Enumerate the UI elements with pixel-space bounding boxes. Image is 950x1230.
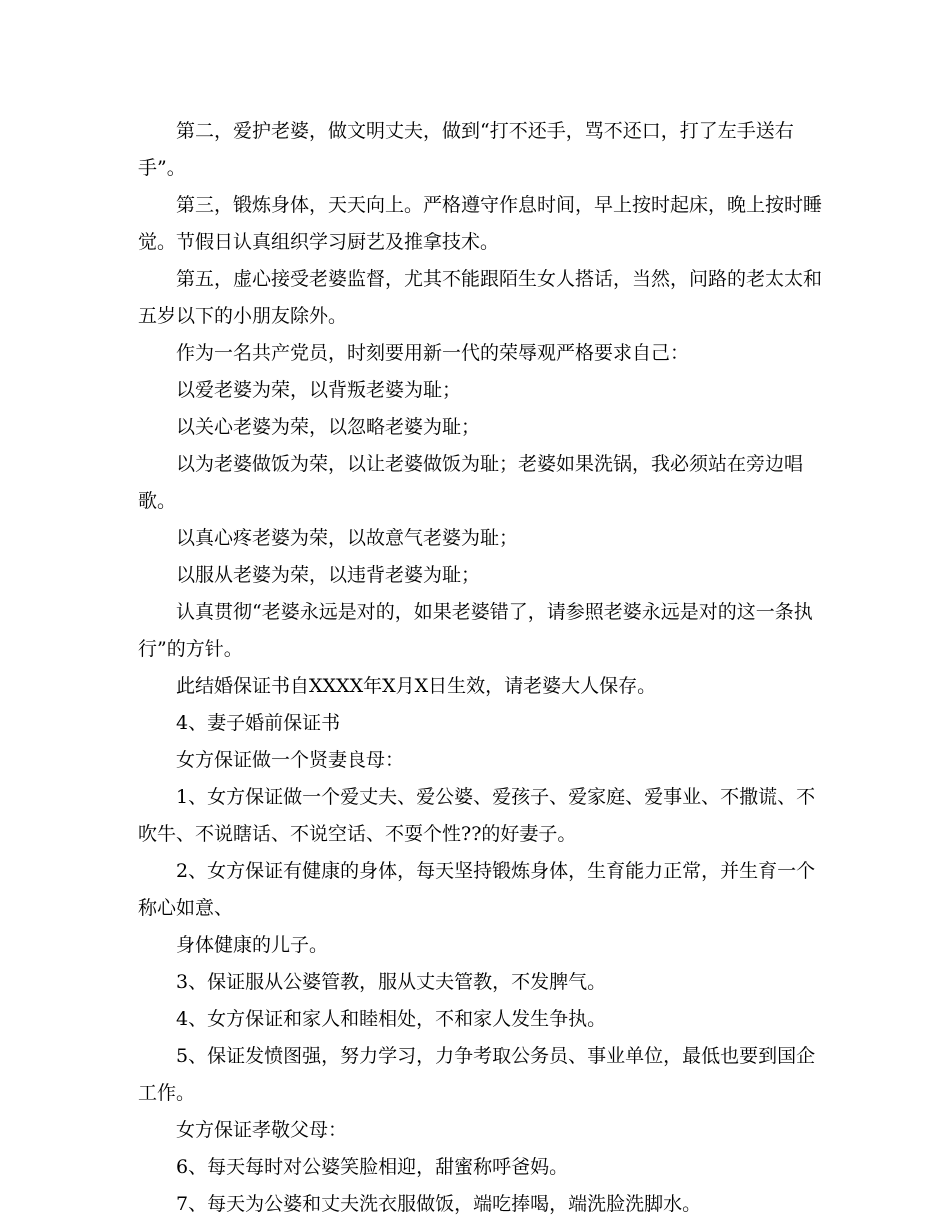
paragraph: 第三，锻炼身体，天天向上。严格遵守作息时间，早上按时起床，晚上按时睡觉。节假日认真组织学习厨艺及推拿技术。 — [138, 194, 823, 253]
paragraph: 此结婚保证书自XXXX年X月X日生效，请老婆大人保存。 — [176, 675, 657, 697]
list-item: 2、女方保证有健康的身体，每天坚持锻炼身体，生育能力正常，并生育一个称心如意、 — [138, 860, 816, 919]
paragraph: 以服从老婆为荣，以违背老婆为耻； — [176, 564, 481, 586]
document-body — [138, 113, 828, 1223]
list-item: 6、每天每时对公婆笑脸相迎，甜蜜称呼爸妈。 — [176, 1156, 569, 1178]
paragraph: 以真心疼老婆为荣，以故意气老婆为耻； — [176, 527, 519, 549]
paragraph: 以为老婆做饭为荣，以让老婆做饭为耻；老婆如果洗锅，我必须站在旁边唱歌。 — [138, 453, 804, 512]
list-item: 1、女方保证做一个爱丈夫、爱公婆、爱孩子、爱家庭、爱事业、不撒谎、不吹牛、不说瞎话、不说空话、不耍个性??的好妻子。 — [138, 786, 816, 845]
paragraph: 第二，爱护老婆，做文明丈夫，做到“打不还手，骂不还口，打了左手送右手”。 — [138, 120, 794, 179]
paragraph: 女方保证孝敬父母： — [176, 1119, 348, 1141]
paragraph: 第五，虚心接受老婆监督，尤其不能跟陌生女人搭话，当然，问路的老太太和五岁以下的小朋友除外。 — [138, 268, 823, 327]
list-item: 5、保证发愤图强，努力学习，力争考取公务员、事业单位，最低也要到国企工作。 — [138, 1045, 816, 1104]
section-heading: 4、妻子婚前保证书 — [176, 712, 341, 734]
paragraph: 以关心老婆为荣，以忽略老婆为耻； — [176, 416, 481, 438]
paragraph: 认真贯彻“老婆永远是对的，如果老婆错了，请参照老婆永远是对的这一条执行”的方针。 — [138, 601, 813, 660]
paragraph: 身体健康的儿子。 — [176, 934, 329, 956]
list-item: 7、每天为公婆和丈夫洗衣服做饭，端吃捧喝，端洗脸洗脚水。 — [176, 1193, 702, 1215]
paragraph: 作为一名共产党员，时刻要用新一代的荣辱观严格要求自己： — [176, 342, 690, 364]
paragraph: 以爱老婆为荣，以背叛老婆为耻； — [176, 379, 462, 401]
list-item: 3、保证服从公婆管教，服从丈夫管教，不发脾气。 — [176, 971, 607, 993]
paragraph: 女方保证做一个贤妻良母： — [176, 749, 405, 771]
list-item: 4、女方保证和家人和睦相处，不和家人发生争执。 — [176, 1008, 607, 1030]
